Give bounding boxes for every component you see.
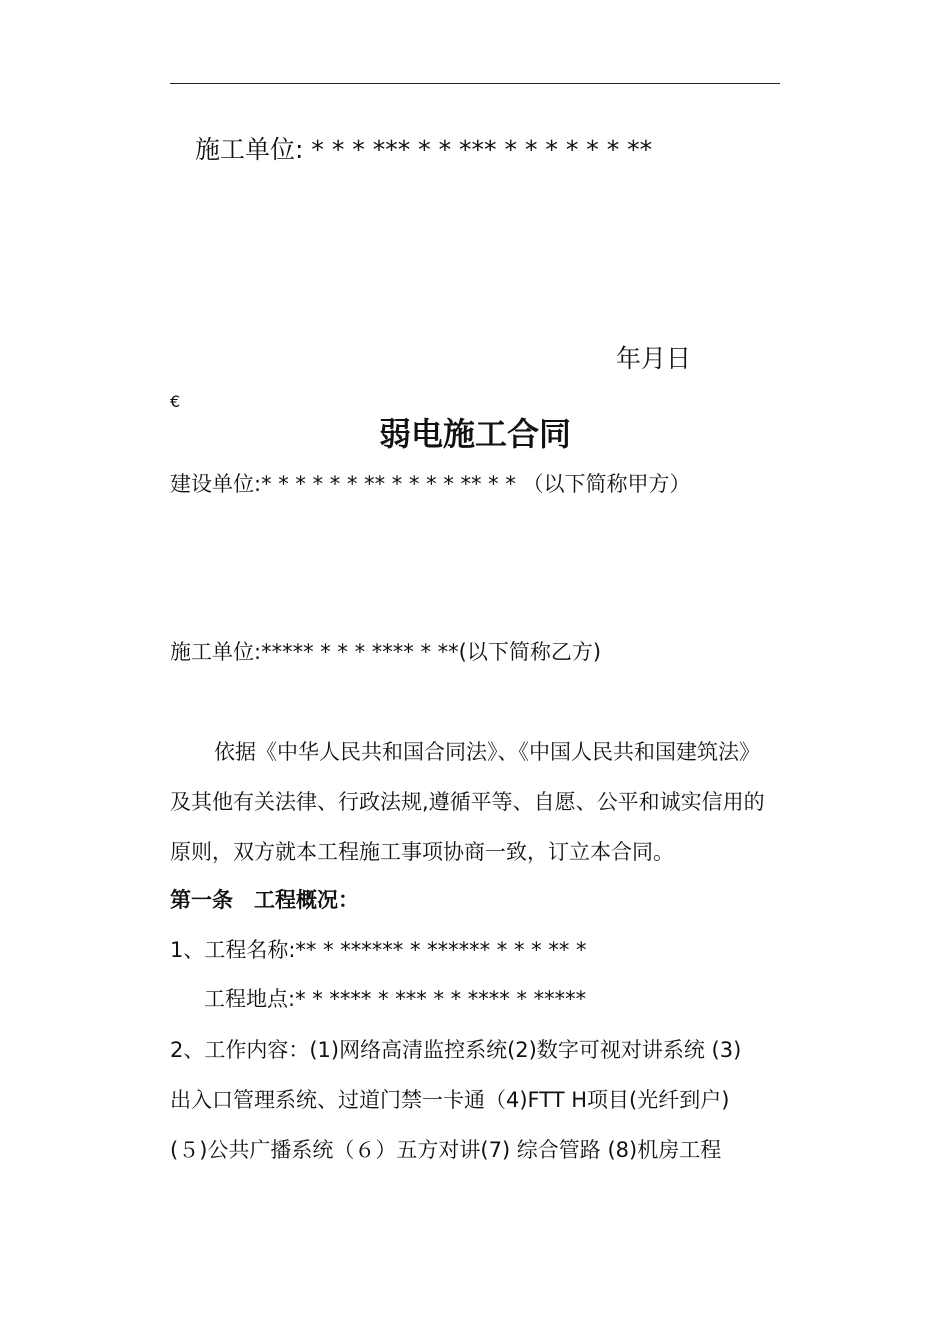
preamble-line-3: 原则，双方就本工程施工事项协商一致，订立本合同。 <box>170 840 674 864</box>
preamble-line-1: 依据《中华人民共和国合同法》、《中国人民共和国建筑法》 <box>214 740 760 764</box>
project-name-line: 1、工程名称:** * ****** * ****** * * * ** * <box>170 938 587 962</box>
project-location-line: 工程地点:* * **** * *** * * **** * ***** <box>204 987 587 1011</box>
cover-date: 年月日 <box>616 344 692 373</box>
preamble-line-2: 及其他有关法律、行政法规,遵循平等、自愿、公平和诚实信用的 <box>170 790 765 814</box>
owner-line: 建设单位:* * * * * * ** * * * * ** * * （以下简称甲方） <box>170 472 691 496</box>
paragraph-mark: € <box>170 392 181 411</box>
cover-construction-unit: 施工单位: * * * *** * * *** * * * * * * ** <box>195 135 653 164</box>
work-content-line-2: 出入口管理系统、过道门禁一卡通（4)FTT H项目(光纤到户) <box>170 1088 730 1112</box>
contract-title: 弱电施工合同 <box>378 415 571 453</box>
work-content-line-3: (５)公共广播系统（６）五方对讲(7) 综合管路 (8)机房工程 <box>170 1138 722 1162</box>
contractor-line: 施工单位:***** * * * **** * **(以下简称乙方) <box>170 640 602 664</box>
header-rule <box>170 83 780 84</box>
article-1-heading: 第一条 工程概况： <box>170 888 359 912</box>
work-content-line-1: 2、工作内容：(1)网络高清监控系统(2)数字可视对讲系统 (3) <box>170 1038 742 1062</box>
